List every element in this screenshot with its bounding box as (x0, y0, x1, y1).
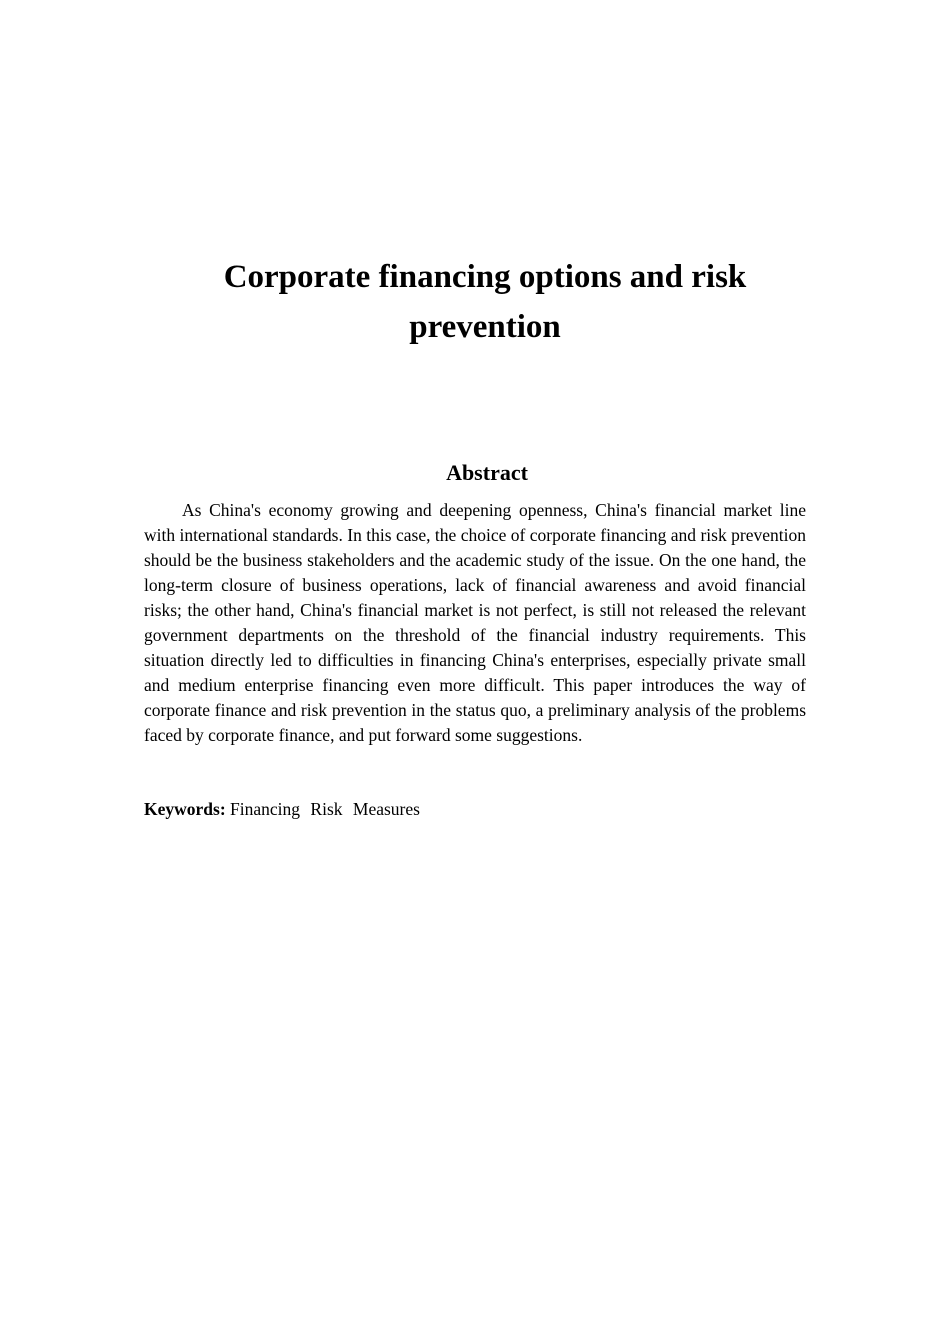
paper-title: Corporate financing options and risk prevention (223, 259, 747, 345)
abstract-heading: Abstract (446, 460, 528, 485)
keyword-item: Risk (310, 799, 343, 819)
keyword-item: Financing (230, 799, 301, 819)
keywords-line (144, 797, 806, 822)
keywords-label: Keywords: (144, 799, 226, 819)
abstract-body: As China's economy growing and deepening openness, China's financial market line with international standards. In this case, the choice of corporate financing and risk prevention should be the business stakeholders and the academic study of the issue. On the one hand, the long-term closure of business operations, lack of financial awareness and avoid financial risks; the other hand, China's financial market is not perfect, is still not released the relevant government departments on the threshold of the financial industry requirements. This situation directly led to difficulties in financing China's enterprises, especially private small and medium enterprise financing even more difficult. This paper introduces the way of corporate finance and risk prevention in the status quo, a preliminary analysis of the problems faced by corporate finance, and put forward some suggestions. (144, 500, 806, 745)
keyword-item: Measures (352, 799, 420, 819)
